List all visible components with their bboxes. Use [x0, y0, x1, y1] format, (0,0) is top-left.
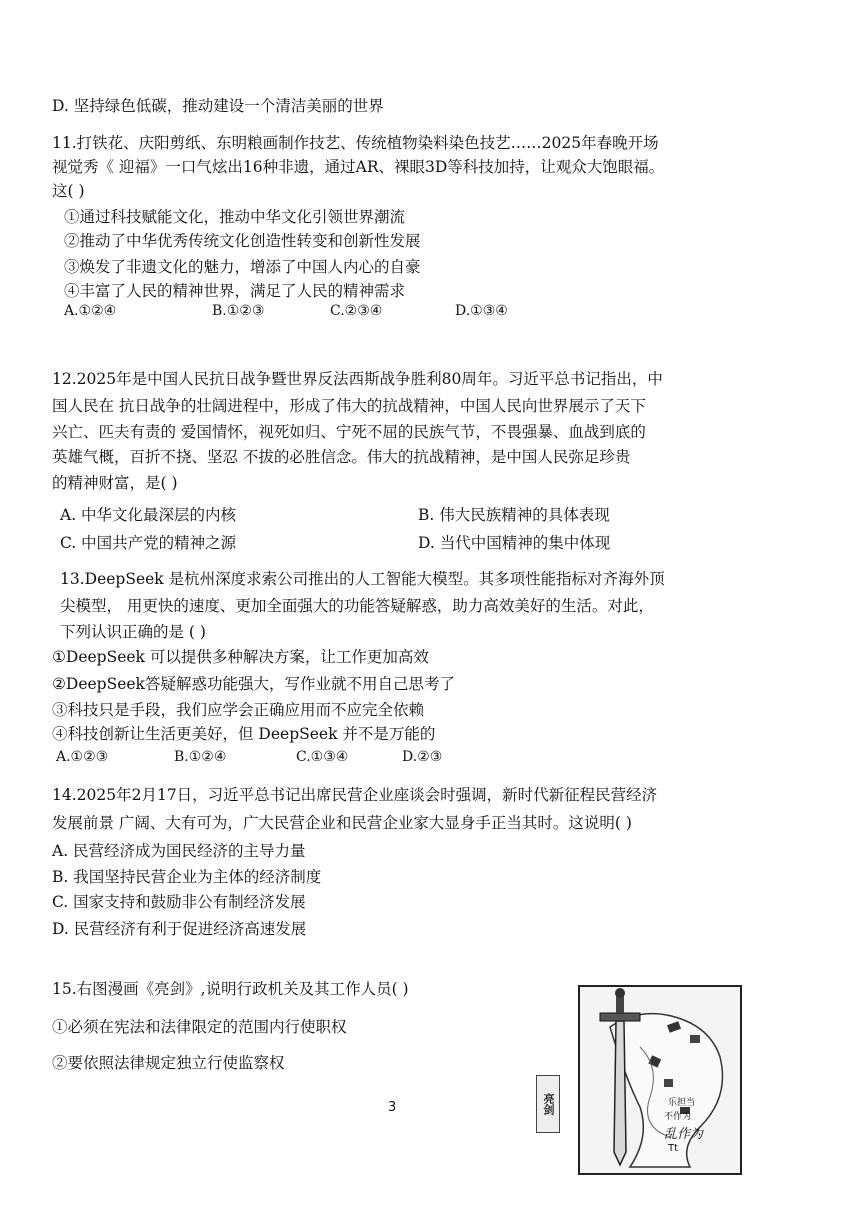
- q14-stem-line-1: 14.2025年2月17日，习近平总书记出席民营企业座谈会时强调，新时代新征程民营经济: [52, 786, 658, 804]
- q12-option-b: B. 伟大民族精神的具体表现: [418, 506, 610, 524]
- page-number: 3: [388, 1100, 397, 1115]
- q11-option-b: B.①②③: [212, 303, 265, 319]
- q11-item-1: ①通过科技赋能文化，推动中华文化引领世界潮流: [64, 208, 406, 226]
- q13-item-3: ③科技只是手段，我们应学会正确应用而不应完全依赖: [52, 701, 425, 719]
- q12-option-a: A. 中华文化最深层的内核: [60, 506, 237, 524]
- q14-option-a: A. 民营经济成为国民经济的主导力量: [52, 842, 306, 860]
- q12-stem-line-3: 兴亡、匹夫有责的 爱国情怀，视死如归、宁死不屈的民族气节，不畏强暴、血战到底的: [52, 423, 646, 441]
- q11-option-c: C.②③④: [330, 303, 383, 319]
- q15-stem: 15.右图漫画《亮剑》,说明行政机关及其工作人员( ): [52, 980, 409, 998]
- q12-stem-line-1: 12.2025年是中国人民抗日战争暨世界反法西斯战争胜利80周年。习近平总书记指出，中: [52, 370, 663, 388]
- caption-luan-zuo-wei: 乱作为: [664, 1127, 704, 1142]
- q11-item-4: ④丰富了人民的精神世界，满足了人民的精神需求: [64, 282, 406, 300]
- q15-item-1: ①必须在宪法和法律限定的范围内行使职权: [52, 1018, 347, 1036]
- caption-le-dan-dang: 乐担当: [668, 1098, 696, 1108]
- q13-stem-line-2: 尖模型， 用更快的速度、更加全面强大的功能答疑解惑，助力高效美好的生活。对此，: [60, 597, 654, 615]
- cartoon-title-label: 亮剑: [536, 1075, 560, 1133]
- q11-stem-line-1: 11.打铁花、庆阳剪纸、东明粮画制作技艺、传统植物染料染色技艺……2025年春晚开场: [52, 134, 659, 152]
- q13-option-a: A.①②③: [56, 749, 109, 765]
- q13-option-b: B.①②④: [174, 749, 227, 765]
- q11-option-d: D.①③④: [455, 303, 508, 319]
- q11-item-2: ②推动了中华优秀传统文化创造性转变和创新性发展: [64, 232, 421, 250]
- q13-stem-line-1: 13.DeepSeek 是杭州深度求索公司推出的人工智能大模型。其多项性能指标对齐海外顶: [60, 570, 665, 588]
- cartoon-image: [578, 985, 742, 1175]
- q12-option-d: D. 当代中国精神的集中体现: [418, 534, 611, 552]
- q13-option-c: C.①③④: [296, 749, 349, 765]
- q14-option-b: B. 我国坚持民营企业为主体的经济制度: [52, 868, 322, 886]
- q14-option-d: D. 民营经济有利于促进经济高速发展: [52, 920, 307, 938]
- q15-item-2: ②要依照法律规定独立行使监察权: [52, 1054, 285, 1072]
- option-d-prev: D. 坚持绿色低碳，推动建设一个清洁美丽的世界: [52, 97, 384, 115]
- q11-stem-line-2: 视觉秀《 迎福》一口气炫出16种非遗，通过AR、裸眼3D等科技加持，让观众大饱眼福。: [52, 158, 665, 176]
- q13-item-1: ①DeepSeek 可以提供多种解决方案，让工作更加高效: [52, 648, 429, 666]
- q12-stem-line-2: 国人民在 抗日战争的壮阔进程中，形成了伟大的抗战精神，中国人民向世界展示了天下: [52, 397, 646, 415]
- q13-item-2: ②DeepSeek答疑解惑功能强大，写作业就不用自己思考了: [52, 675, 455, 693]
- q13-option-d: D.②③: [402, 749, 443, 765]
- q14-stem-line-2: 发展前景 广阔、大有可为，广大民营企业和民营企业家大显身手正当其时。这说明( ): [52, 814, 632, 832]
- q14-option-c: C. 国家支持和鼓励非公有制经济发展: [52, 893, 306, 911]
- q12-option-c: C. 中国共产党的精神之源: [60, 534, 237, 552]
- caption-bu-zuo-wei: 不作为: [664, 1112, 692, 1122]
- q11-option-a: A.①②④: [64, 303, 117, 319]
- q12-stem-line-4: 英雄气概，百折不挠、坚忍 不拔的必胜信念。伟大的抗战精神，是中国人民弥足珍贵: [52, 448, 631, 466]
- q13-item-4: ④科技创新让生活更美好，但 DeepSeek 并不是万能的: [52, 725, 436, 743]
- q12-stem-line-5: 的精神财富，是( ): [52, 474, 178, 492]
- q11-item-3: ③焕发了非遗文化的魅力，增添了中国人内心的自豪: [64, 258, 421, 276]
- q13-stem-line-3: 下列认识正确的是 ( ): [60, 623, 206, 641]
- caption-tt: Tt: [668, 1143, 679, 1154]
- q11-stem-line-3: 这( ): [52, 182, 85, 200]
- sword-scroll-drawing: [580, 987, 740, 1173]
